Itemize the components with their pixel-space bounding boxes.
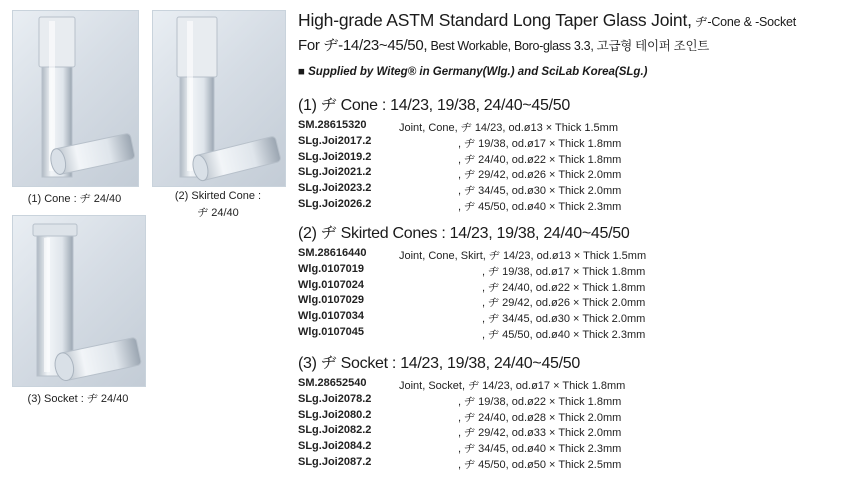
product-spec bbox=[399, 166, 659, 182]
catalog-number: Wlg.0107045 bbox=[298, 326, 365, 338]
spec-detail: ヂ 14/23, od.ø17 × Thick 1.8mm bbox=[465, 380, 626, 392]
product-spec bbox=[399, 294, 659, 310]
spec-prefix: , bbox=[481, 313, 485, 326]
product-spec bbox=[399, 377, 659, 393]
skirted-cone-caption-line2: ヂ 24/40 bbox=[197, 207, 239, 219]
spec-detail: ヂ 34/45, od.ø40 × Thick 2.3mm bbox=[461, 443, 622, 456]
catalog-number: Wlg.0107034 bbox=[298, 310, 365, 323]
skirted-cone-photo bbox=[152, 10, 286, 187]
spec-prefix: , bbox=[481, 329, 485, 341]
catalog-number: SLg.Joi2080.2 bbox=[298, 408, 372, 421]
catalog-number: SLg.Joi2082.2 bbox=[298, 424, 372, 437]
product-spec bbox=[399, 151, 659, 167]
spec-detail: ヂ 29/42, od.ø26 × Thick 2.0mm bbox=[461, 169, 622, 182]
catalog-number: SM.28615320 bbox=[298, 119, 367, 131]
catalog-number: SLg.Joi2078.2 bbox=[298, 392, 372, 405]
socket-caption: (3) Socket : ヂ 24/40 bbox=[27, 393, 129, 405]
product-spec bbox=[399, 456, 659, 472]
spec-prefix: , bbox=[481, 297, 485, 310]
spec-detail: ヂ 19/38, od.ø17 × Thick 1.8mm bbox=[485, 265, 646, 278]
title-main: High-grade ASTM Standard Long Taper Glass Joint, bbox=[298, 10, 692, 30]
spec-detail: ヂ 34/45, od.ø30 × Thick 2.0mm bbox=[461, 185, 622, 198]
socket-photo bbox=[12, 215, 146, 387]
spec-prefix: , bbox=[457, 137, 461, 150]
spec-detail: ヂ 24/40, od.ø22 × Thick 1.8mm bbox=[461, 153, 622, 166]
spec-prefix: , bbox=[457, 201, 461, 213]
product-spec bbox=[399, 310, 659, 326]
spec-detail: ヂ 24/40, od.ø22 × Thick 1.8mm bbox=[485, 281, 646, 294]
supply-note: ■ Supplied by Witeg® in Germany(Wlg.) and SciLab Korea(SLg.) bbox=[298, 66, 648, 78]
product-spec bbox=[399, 182, 659, 198]
spec-prefix: , bbox=[457, 411, 461, 424]
spec-detail: ヂ 19/38, od.ø22 × Thick 1.8mm bbox=[461, 395, 622, 408]
product-spec bbox=[399, 440, 659, 456]
cone-glass-image bbox=[13, 11, 138, 186]
skirted-cone-caption-line1: (2) Skirted Cone : bbox=[174, 190, 262, 202]
spec-prefix: Joint, Cone, bbox=[399, 122, 458, 134]
spec-prefix: , bbox=[481, 265, 485, 278]
spec-detail: ヂ 24/40, od.ø28 × Thick 2.0mm bbox=[461, 411, 622, 424]
product-spec bbox=[399, 119, 659, 135]
section-heading-cone: (1) ヂ Cone : 14/23, 19/38, 24/40~45/50 bbox=[298, 97, 570, 114]
spec-prefix: , bbox=[457, 459, 461, 471]
catalog-number: SLg.Joi2021.2 bbox=[298, 166, 372, 179]
spec-detail: ヂ 19/38, od.ø17 × Thick 1.8mm bbox=[461, 137, 622, 150]
spec-prefix: , bbox=[457, 153, 461, 166]
catalog-number: SM.28652540 bbox=[298, 377, 367, 389]
product-spec bbox=[399, 263, 659, 279]
spec-detail: ヂ 34/45, od.ø30 × Thick 2.0mm bbox=[485, 313, 646, 326]
socket-glass-image bbox=[13, 216, 145, 386]
product-spec bbox=[399, 424, 659, 440]
cone-photo bbox=[12, 10, 139, 187]
product-spec bbox=[399, 279, 659, 295]
page-title bbox=[298, 10, 796, 31]
spec-prefix: , bbox=[481, 281, 485, 294]
catalog-number: SLg.Joi2084.2 bbox=[298, 440, 372, 453]
spec-prefix: , bbox=[457, 395, 461, 408]
spec-prefix: , bbox=[457, 427, 461, 440]
subtitle-main: For ヂ-14/23~45/50, bbox=[298, 37, 428, 54]
section-heading-socket: (3) ヂ Socket : 14/23, 19/38, 24/40~45/50 bbox=[298, 355, 580, 372]
catalog-number: SLg.Joi2026.2 bbox=[298, 198, 372, 210]
catalog-number: Wlg.0107024 bbox=[298, 278, 365, 291]
subtitle-suffix: Best Workable, Boro-glass 3.3, 고급형 테이퍼 조인트 bbox=[427, 39, 710, 53]
spec-prefix: Joint, Socket, bbox=[399, 380, 466, 392]
skirted-cone-glass-image bbox=[153, 11, 285, 186]
catalog-number: SLg.Joi2017.2 bbox=[298, 134, 372, 147]
catalog-number: SLg.Joi2019.2 bbox=[298, 150, 372, 163]
catalog-number: SLg.Joi2087.2 bbox=[298, 456, 372, 468]
cone-caption: (1) Cone : ヂ 24/40 bbox=[27, 193, 122, 205]
spec-detail: ヂ 45/50, od.ø50 × Thick 2.5mm bbox=[461, 459, 622, 471]
product-spec bbox=[399, 247, 659, 263]
spec-detail: ヂ 14/23, od.ø13 × Thick 1.5mm bbox=[457, 122, 618, 134]
product-spec bbox=[399, 409, 659, 425]
section-heading-skirted-cone: (2) ヂ Skirted Cones : 14/23, 19/38, 24/40~45/50 bbox=[298, 225, 630, 242]
product-spec bbox=[399, 198, 659, 214]
spec-prefix: , bbox=[457, 185, 461, 198]
product-spec bbox=[399, 135, 659, 151]
catalog-number: Wlg.0107019 bbox=[298, 262, 365, 275]
page-subtitle bbox=[298, 34, 709, 55]
product-spec bbox=[399, 326, 659, 342]
spec-detail: ヂ 45/50, od.ø40 × Thick 2.3mm bbox=[461, 201, 622, 213]
catalog-number: SM.28616440 bbox=[298, 247, 367, 259]
catalog-number: SLg.Joi2023.2 bbox=[298, 182, 372, 195]
spec-detail: ヂ 14/23, od.ø13 × Thick 1.5mm bbox=[485, 250, 647, 262]
product-spec bbox=[399, 393, 659, 409]
spec-prefix: Joint, Cone, Skirt, bbox=[399, 250, 486, 262]
spec-detail: ヂ 29/42, od.ø26 × Thick 2.0mm bbox=[485, 297, 646, 310]
spec-detail: ヂ 29/42, od.ø33 × Thick 2.0mm bbox=[461, 427, 622, 440]
spec-prefix: , bbox=[457, 169, 461, 182]
spec-prefix: , bbox=[457, 443, 461, 456]
catalog-number: Wlg.0107029 bbox=[298, 294, 365, 307]
spec-detail: ヂ 45/50, od.ø40 × Thick 2.3mm bbox=[485, 329, 646, 341]
title-suffix: ヂ-Cone & -Socket bbox=[691, 15, 797, 29]
